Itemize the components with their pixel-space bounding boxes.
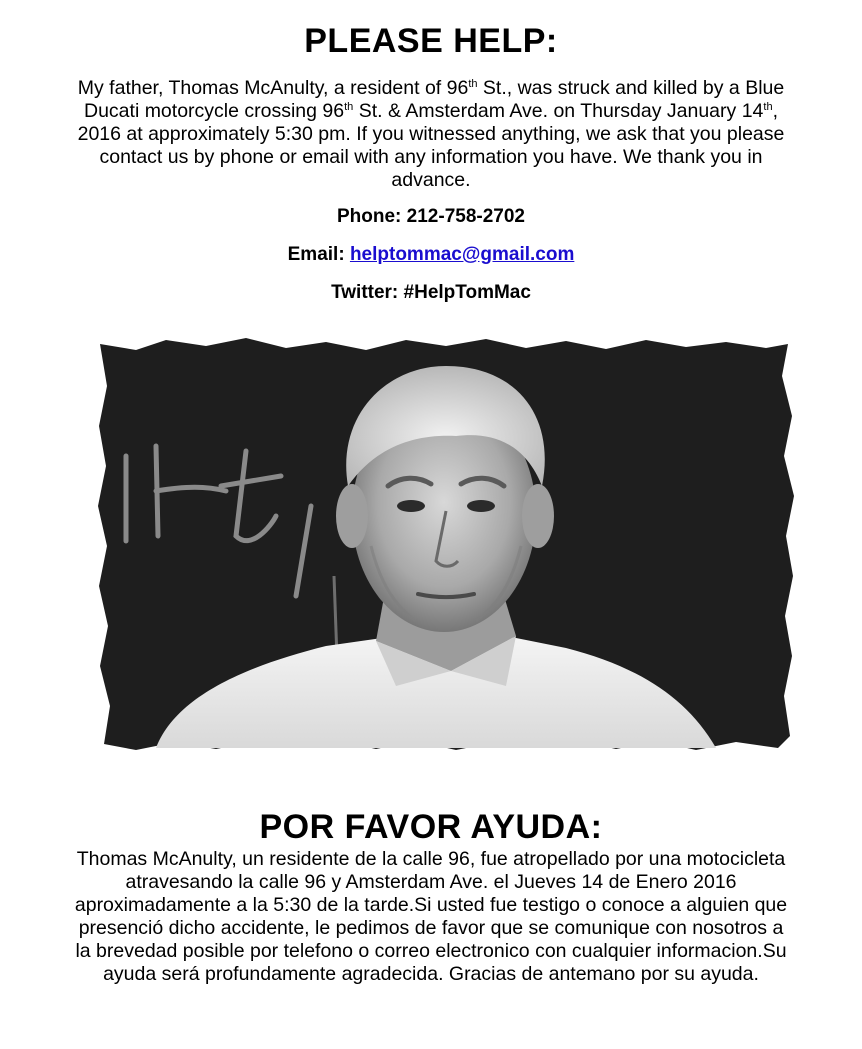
paragraph-english-part-2: St., was struck and killed by a Blue Ducati motorcycle crossing 96	[84, 77, 785, 122]
email-link[interactable]: helptommac@gmail.com	[349, 244, 575, 265]
title-spanish: POR FAVOR AYUDA:	[259, 808, 603, 846]
twitter-line: Twitter: #HelpTomMac	[331, 282, 531, 303]
paragraph-english-part-1: My father, Thomas McAnulty, a resident of 96	[77, 77, 469, 99]
superscript-th-2: th	[344, 101, 354, 113]
paragraph-english	[70, 77, 792, 192]
superscript-th-3: th	[763, 101, 773, 113]
paragraph-english-part-3: St. & Amsterdam Ave. on Thursday January 14	[353, 100, 764, 122]
phone-line: Phone: 212-758-2702	[337, 206, 525, 227]
portrait-photo	[96, 336, 796, 756]
email-line	[0, 244, 862, 266]
title-english: PLEASE HELP:	[304, 22, 558, 60]
portrait-photo-icon	[96, 336, 796, 756]
superscript-th-1: th	[468, 78, 478, 90]
email-label: Email:	[287, 244, 350, 265]
paragraph-english-part-4: , 2016 at approximately 5:30 pm. If you witnessed anything, we ask that you please contact us by phone or email with any information you have. We thank you in advance.	[77, 100, 785, 191]
paragraph-spanish: Thomas McAnulty, un residente de la calle 96, fue atropellado por una motocicleta atravesando la calle 96 y Amsterdam Ave. el Jueves 14 de Enero 2016 aproximadamente a la 5:30 de la tarde.Si usted fue testigo o conoce a alguien que presenció dicho accidente, le pedimos de favor que se comunique con nosotros a la brevedad posible por telefono o correo electronico con cualquier informacion.Su ayuda será profundamente agradecida. Gracias de antemano por su ayuda.	[74, 848, 788, 985]
